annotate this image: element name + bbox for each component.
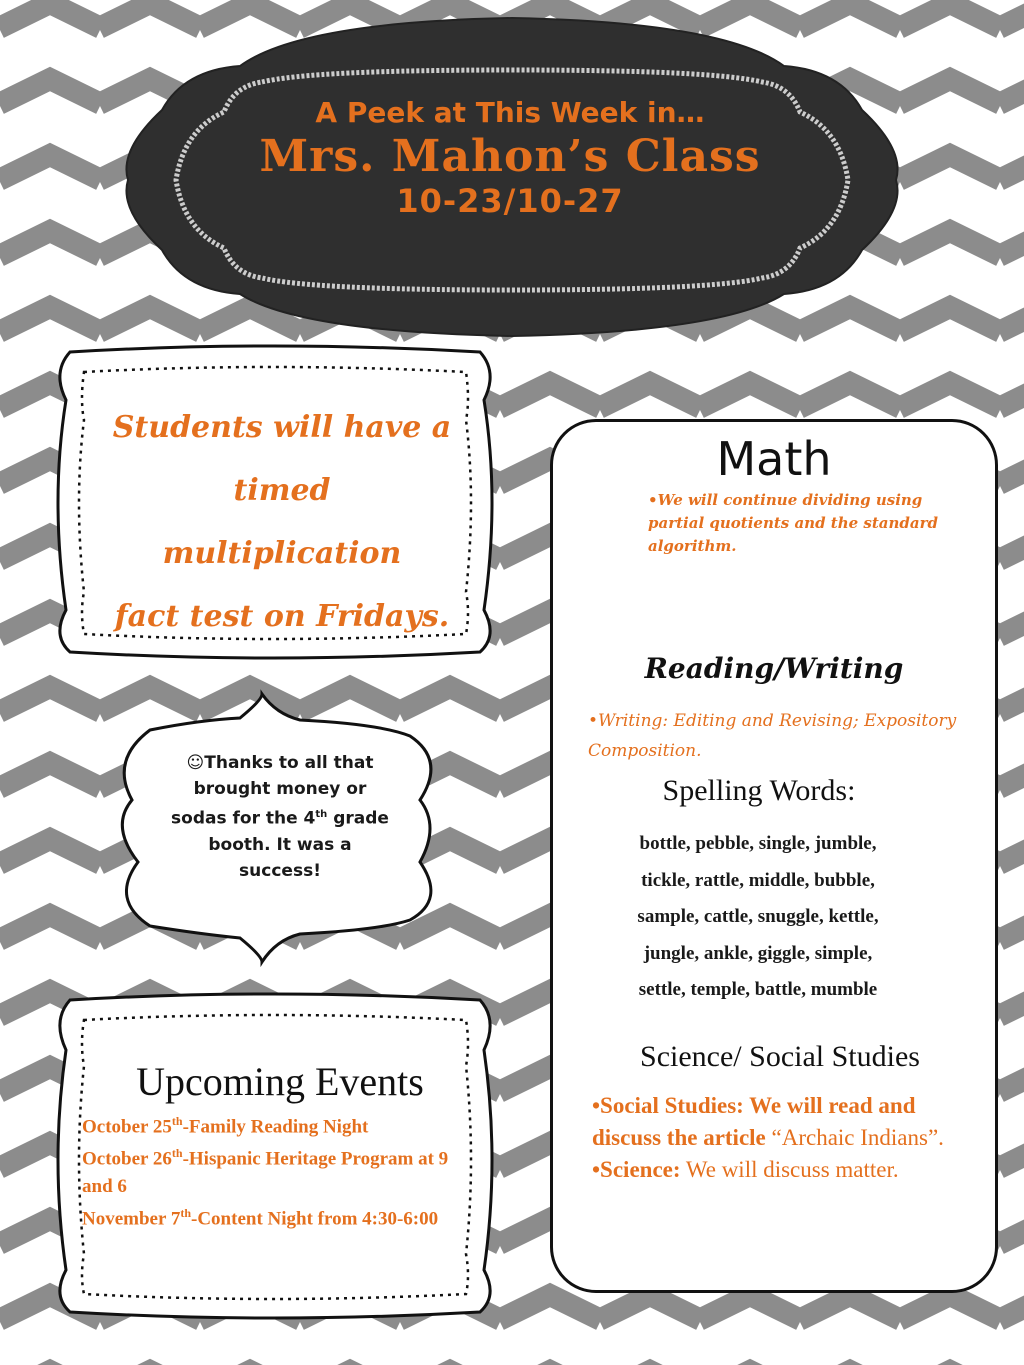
fact-note-line: fact test on Fridays.	[114, 599, 450, 634]
spelling-line: jungle, ankle, giggle, simple,	[643, 942, 873, 964]
spelling-line: sample, cattle, snuggle, kettle,	[637, 906, 879, 927]
fact-note-line: Students will have a	[112, 410, 452, 445]
spelling-line: tickle, rattle, middle, bubble,	[641, 869, 875, 891]
thanks-line: booth. It was a	[208, 834, 352, 855]
event-item: October 26th-Hispanic Heritage Program at 9 and 6	[82, 1146, 449, 1197]
events-list	[82, 1108, 474, 1232]
thanks-line: sodas for the 4th grade	[171, 808, 389, 829]
thanks-note	[135, 750, 425, 884]
social-studies-item: •Social Studies: We will read and discuss the article “Archaic Indians”.	[592, 1093, 944, 1150]
science-description	[592, 1090, 972, 1186]
spelling-line: settle, temple, battle, mumble	[638, 979, 878, 1000]
thanks-line: ☺Thanks to all that	[186, 753, 374, 773]
event-item: November 7th-Content Night from 4:30-6:00	[82, 1205, 439, 1229]
spelling-heading: Spelling Words:	[662, 774, 856, 807]
thanks-line: brought money or	[193, 779, 367, 799]
reading-writing-description: •Writing: Editing and Revising; Expository Composition.	[588, 711, 957, 761]
date-range: 10-23/10-27	[396, 182, 624, 220]
science-item: •Science: We will discuss matter.	[592, 1157, 899, 1182]
reading-writing-heading: Reading/Writing	[644, 652, 904, 685]
math-heading: Math	[716, 432, 832, 486]
thanks-line: success!	[239, 860, 321, 881]
class-title: Mrs. Mahon’s Class	[259, 131, 761, 182]
math-description: •We will continue dividing using partial quotients and the standard algorithm.	[648, 491, 938, 555]
events-title: Upcoming Events	[136, 1059, 424, 1104]
science-heading: Science/ Social Studies	[640, 1040, 920, 1073]
event-item: October 25th-Family Reading Night	[82, 1114, 369, 1138]
fact-test-note	[112, 396, 452, 648]
header	[180, 96, 840, 220]
fact-note-line: timed multiplication	[162, 473, 402, 571]
spelling-words	[580, 826, 936, 1009]
spelling-line: bottle, pebble, single, jumble,	[639, 833, 877, 854]
header-subtitle: A Peek at This Week in…	[315, 96, 705, 129]
